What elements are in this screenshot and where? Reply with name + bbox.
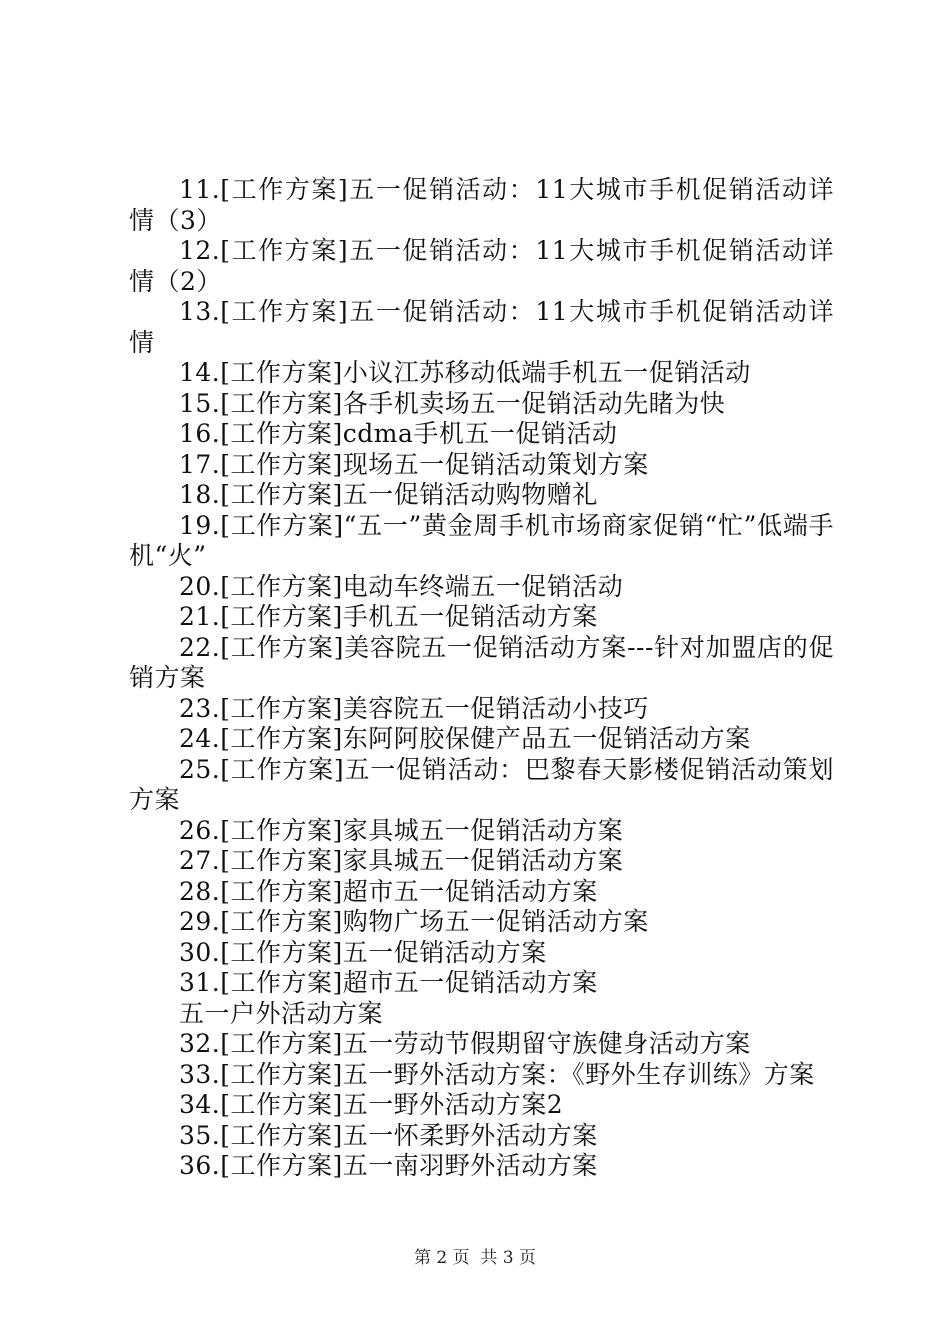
list-item: 14.[工作方案]小议江苏移动低端手机五一促销活动 — [179, 358, 751, 387]
list-item: 36.[工作方案]五一南羽野外活动方案 — [179, 1151, 598, 1180]
list-item: 33.[工作方案]五一野外活动方案：《野外生存训练》方案 — [179, 1059, 815, 1089]
list-item: 13.[工作方案]五一促销活动：11大城市手机促销活动详情 — [129, 297, 834, 357]
list-item: 32.[工作方案]五一劳动节假期留守族健身活动方案 — [179, 1029, 751, 1058]
list-item: 25.[工作方案]五一促销活动：巴黎春天影楼促销活动策划方案 — [129, 754, 834, 814]
list-item: 12.[工作方案]五一促销活动：11大城市手机促销活动详情（2） — [129, 236, 834, 296]
list-item: 29.[工作方案]购物广场五一促销活动方案 — [179, 907, 649, 936]
list-item: 22.[工作方案]美容院五一促销活动方案---针对加盟店的促销方案 — [129, 632, 834, 692]
document-body — [129, 175, 834, 1182]
list-item: 28.[工作方案]超市五一促销活动方案 — [179, 876, 598, 906]
list-item: 31.[工作方案]超市五一促销活动方案 — [179, 968, 598, 997]
section-heading: 五一户外活动方案 — [179, 998, 384, 1028]
list-item: 21.[工作方案]手机五一促销活动方案 — [179, 602, 598, 631]
list-item: 16.[工作方案]cdma手机五一促销活动 — [179, 419, 618, 448]
list-item: 27.[工作方案]家具城五一促销活动方案 — [179, 846, 624, 875]
page-footer — [0, 1243, 950, 1268]
page-number: 第 2 页 共 3 页 — [413, 1248, 537, 1268]
list-item: 34.[工作方案]五一野外活动方案2 — [179, 1090, 564, 1119]
list-item: 35.[工作方案]五一怀柔野外活动方案 — [179, 1120, 598, 1150]
list-item: 30.[工作方案]五一促销活动方案 — [179, 937, 547, 967]
list-item: 15.[工作方案]各手机卖场五一促销活动先睹为快 — [179, 388, 726, 418]
list-item: 18.[工作方案]五一促销活动购物赠礼 — [179, 480, 598, 509]
list-item: 24.[工作方案]东阿阿胶保健产品五一促销活动方案 — [179, 724, 751, 753]
list-item: 11.[工作方案]五一促销活动：11大城市手机促销活动详情（3） — [129, 175, 834, 235]
list-item: 26.[工作方案]家具城五一促销活动方案 — [179, 815, 624, 845]
list-item: 20.[工作方案]电动车终端五一促销活动 — [179, 571, 624, 601]
list-item: 19.[工作方案]“五一”黄金周手机市场商家促销“忙”低端手机“火” — [129, 510, 834, 570]
list-item: 23.[工作方案]美容院五一促销活动小技巧 — [179, 693, 649, 723]
list-item: 17.[工作方案]现场五一促销活动策划方案 — [179, 449, 649, 479]
